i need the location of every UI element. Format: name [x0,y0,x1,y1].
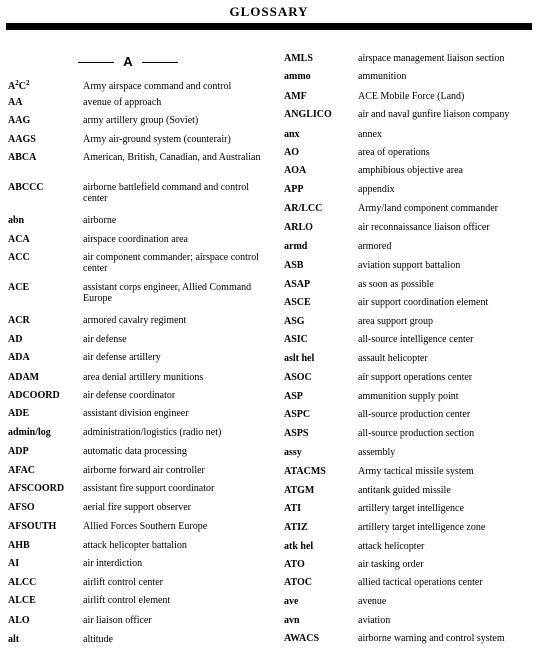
glossary-definition: assistant corps engineer, Allied Command Europe [83,282,252,304]
glossary-definition: ammunition [358,71,407,82]
section-header-rule-right [142,62,178,63]
glossary-abbreviation: AA [8,97,23,108]
glossary-definition: area of operations [358,147,430,158]
glossary-definition: attack helicopter battalion [83,540,187,551]
glossary-definition: as soon as possible [358,279,434,290]
glossary-definition: air liaison officer [83,615,152,626]
glossary-abbreviation: ADA [8,352,30,363]
glossary-definition: Army air-ground system (counterair) [83,134,231,145]
glossary-abbreviation: APP [284,184,304,195]
glossary-definition: ACE Mobile Force (Land) [358,91,465,102]
glossary-definition: air tasking order [358,559,424,570]
glossary-abbreviation: AHB [8,540,30,551]
glossary-definition: air defense [83,334,127,345]
glossary-abbreviation: ADCOORD [8,390,60,401]
glossary-abbreviation: ABCCC [8,182,44,193]
glossary-abbreviation: ASCE [284,297,311,308]
glossary-definition: air defense artillery [83,352,161,363]
glossary-abbreviation: armd [284,241,308,252]
glossary-definition: Army/land component commander [358,203,498,214]
glossary-definition: artillery target intelligence [358,503,464,514]
glossary-abbreviation: alt [8,634,20,645]
glossary-definition: automatic data processing [83,446,187,457]
glossary-abbreviation: ADE [8,408,30,419]
glossary-definition: air and naval gunfire liaison company [358,109,510,120]
glossary-abbreviation: ACE [8,282,30,293]
glossary-abbreviation: AWACS [284,633,320,644]
glossary-definition: antitank guided missile [358,485,451,496]
glossary-abbreviation: ATACMS [284,466,326,477]
glossary-abbreviation: ASIC [284,334,308,345]
glossary-abbreviation: ASPC [284,409,311,420]
glossary-definition: allied tactical operations center [358,577,483,588]
glossary-abbreviation: ATI [284,503,302,514]
glossary-definition: air component commander; airspace control center [83,252,260,274]
glossary-definition: artillery target intelligence zone [358,522,486,533]
glossary-definition: all-source production center [358,409,471,420]
glossary-definition: air support operations center [358,372,473,383]
glossary-definition: avenue [358,596,387,607]
glossary-abbreviation: AFAC [8,465,36,476]
glossary-abbreviation: ave [284,596,299,607]
glossary-definition: airborne forward air controller [83,465,205,476]
glossary-definition: airborne [83,215,117,226]
glossary-definition: all-source intelligence center [358,334,474,345]
glossary-abbreviation: AD [8,334,23,345]
glossary-definition: air reconnaissance liaison officer [358,222,490,233]
glossary-abbreviation: AAG [8,115,31,126]
glossary-abbreviation: ASOC [284,372,312,383]
glossary-definition: assault helicopter [358,353,428,364]
glossary-definition: avenue of approach [83,97,162,108]
glossary-abbreviation: ACR [8,315,30,326]
glossary-definition: assembly [358,447,396,458]
glossary-definition: assistant division engineer [83,408,189,419]
glossary-definition: army artillery group (Soviet) [83,115,199,126]
glossary-abbreviation: abn [8,215,25,226]
glossary-definition: altitude [83,634,113,645]
glossary-definition: ammunition supply point [358,391,459,402]
glossary-definition: American, British, Canadian, and Australian [83,152,261,163]
glossary-abbreviation: ASPS [284,428,309,439]
glossary-abbreviation: ASG [284,316,305,327]
glossary-definition: Army tactical missile system [358,466,474,477]
glossary-abbreviation: ATGM [284,485,315,496]
glossary-abbreviation: ALCE [8,595,36,606]
glossary-abbreviation: admin/log [8,427,51,438]
glossary-abbreviation: AR/LCC [284,203,323,214]
glossary-abbreviation: AOA [284,165,307,176]
glossary-abbreviation: $A^2C^2$ [8,79,30,92]
glossary-abbreviation: ATO [284,559,305,570]
glossary-abbreviation: ARLO [284,222,313,233]
section-header [78,54,178,70]
glossary-abbreviation: ATOC [284,577,312,588]
glossary-abbreviation: ADAM [8,372,40,383]
glossary-definition: air support coordination element [358,297,489,308]
glossary-definition: airlift control element [83,595,171,606]
glossary-abbreviation: ANGLICO [284,109,332,120]
glossary-abbreviation: ABCA [8,152,37,163]
glossary-abbreviation: AFSOUTH [8,521,57,532]
glossary-definition: air defense coordinator [83,390,176,401]
glossary-definition: Army airspace command and control [83,81,232,92]
glossary-abbreviation: AAGS [8,134,36,145]
glossary-abbreviation: ASAP [284,279,311,290]
glossary-definition: aerial fire support observer [83,502,192,513]
glossary-abbreviation: ALO [8,615,30,626]
glossary-definition: administration/logistics (radio net) [83,427,222,438]
glossary-abbreviation: aslt hel [284,353,315,364]
glossary-abbreviation: avn [284,615,300,626]
glossary-definition: airborne warning and control system [358,633,505,644]
glossary-abbreviation: ASB [284,260,304,271]
glossary-definition: airspace coordination area [83,234,188,245]
glossary-definition: area support group [358,316,433,327]
glossary-abbreviation: atk hel [284,541,314,552]
glossary-abbreviation: AMLS [284,53,313,64]
glossary-definition: aviation [358,615,391,626]
glossary-definition: attack helicopter [358,541,425,552]
page-title: GLOSSARY [229,4,309,19]
glossary-abbreviation: ammo [284,71,311,82]
glossary-definition: amphibious objective area [358,165,463,176]
title-rule [6,23,532,30]
glossary-definition: all-source production section [358,428,475,439]
glossary-abbreviation: ACC [8,252,30,263]
glossary-abbreviation: ATIZ [284,522,308,533]
glossary-definition: armored cavalry regiment [83,315,187,326]
glossary-definition: airlift control center [83,577,163,588]
section-letter: A [123,54,133,69]
glossary-abbreviation: ALCC [8,577,37,588]
glossary-abbreviation: ASP [284,391,303,402]
glossary-definition: appendix [358,184,395,195]
glossary-abbreviation: AO [284,147,299,158]
glossary-abbreviation: ADP [8,446,29,457]
glossary-definition: Allied Forces Southern Europe [83,521,208,532]
glossary-definition: airspace management liaison section [358,53,505,64]
glossary-definition: air interdiction [83,558,143,569]
glossary-abbreviation: AMF [284,91,307,102]
glossary-abbreviation: AFSCOORD [8,483,65,494]
glossary-definition: armored [358,241,392,252]
glossary-abbreviation: anx [284,129,300,140]
glossary-abbreviation: ACA [8,234,30,245]
glossary-definition: area denial artillery munitions [83,372,204,383]
glossary-definition: airborne battlefield command and control center [83,182,250,204]
glossary-definition: aviation support battalion [358,260,461,271]
glossary-abbreviation: AI [8,558,20,569]
glossary-definition: assistant fire support coordinator [83,483,215,494]
glossary-abbreviation: assy [284,447,302,458]
glossary-abbreviation: AFSO [8,502,35,513]
glossary-definition: annex [358,129,382,140]
